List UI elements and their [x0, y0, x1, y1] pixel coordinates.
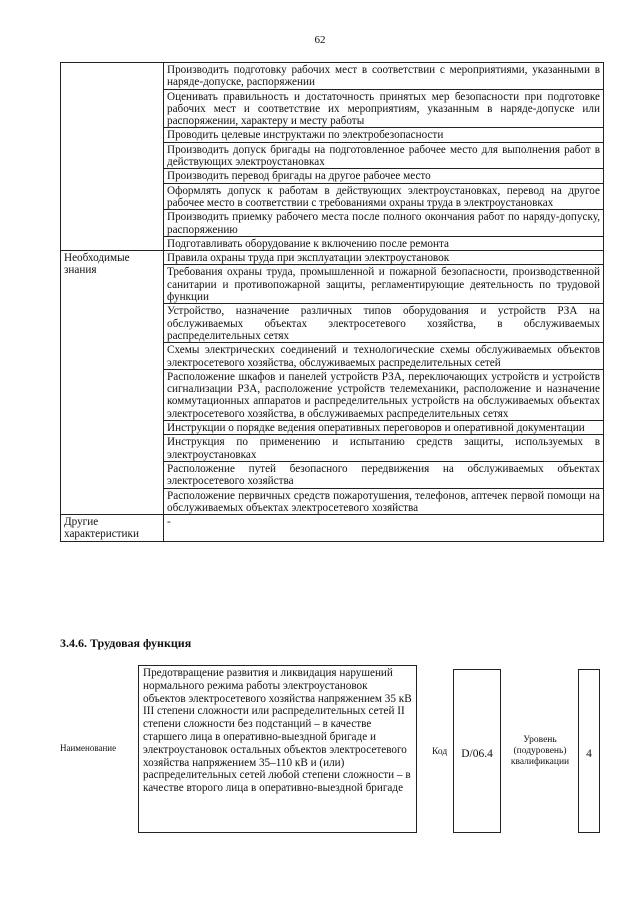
table-cell: Оформлять допуск к работам в действующих электроустановках, перевод на другое рабочее место в соответствии с требованиями охраны труда в электроустановках — [164, 183, 604, 210]
table-cell: Схемы электрических соединений и технологические схемы обслуживаемых объектов электросетевого хозяйства, обслуживаемых распределительных сетей — [164, 343, 604, 370]
qualification-level-value: 4 — [586, 748, 592, 760]
requirements-table — [60, 62, 604, 542]
table-cell: Расположение шкафов и панелей устройств РЗА, переключающих устройств и устройств сигнализации РЗА, расположение устройств телемеханики, расположение и назначение коммутационных аппаратов и распределительных устройств на обслуживаемых объектах электросетевого хозяйства, в обслуживаемых распределительных сетях — [164, 369, 604, 420]
table-cell: - — [164, 515, 604, 542]
table-cell: Проводить целевые инструктажи по электробезопасности — [164, 128, 604, 142]
function-name-box: Предотвращение развития и ликвидация нарушений нормального режима работы электроустановок объектов электросетевого хозяйства напряжением 35 кВ III степени сложности или распределительных сетей II степени сложности без подстанций – в качестве старшего лица в оперативно-выездной бригаде и электроустановок остальных объектов электросетевого хозяйства напряжением 35–110 кВ и (или) распределительных сетей любой степени сложности – в качестве второго лица в оперативно-выездной бригаде — [138, 665, 417, 833]
table-cell: Подготавливать оборудование к включению после ремонта — [164, 236, 604, 250]
labor-function-header — [60, 665, 610, 837]
qualification-level-label: Уровень (подуровень) квалификации — [510, 735, 570, 767]
table-cell: Требования охраны труда, промышленной и пожарной безопасности, производственной санитарии и противопожарной защиты, регламентирующие деятельность по трудовой функции — [164, 265, 604, 304]
table-cell: Производить перевод бригады на другое рабочее место — [164, 169, 604, 183]
qualification-level-box — [578, 669, 600, 833]
table-cell: Производить приемку рабочего места после полного окончания работ по наряду-допуску, распоряжению — [164, 210, 604, 237]
row-category-label: Необходимые знания — [61, 251, 164, 515]
table-cell: Производить допуск бригады на подготовленное рабочее место для выполнения работ в действующих электроустановках — [164, 142, 604, 169]
row-category-label: Другие характеристики — [61, 515, 164, 542]
name-label: Наименование — [60, 743, 117, 753]
table-cell: Инструкция по применению и испытанию средств защиты, используемых в электроустановках — [164, 435, 604, 462]
table-cell: Правила охраны труда при эксплуатации электроустановок — [164, 251, 604, 265]
code-value: D/06.4 — [461, 748, 493, 760]
page-number: 62 — [314, 34, 326, 46]
table-cell: Расположение путей безопасного передвижения на обслуживаемых объектах электросетевого хозяйства — [164, 461, 604, 488]
section-heading: 3.4.6. Трудовая функция — [60, 636, 192, 650]
code-label: Код — [432, 747, 448, 757]
table-cell: Оценивать правильность и достаточность принятых мер безопасности при подготовке рабочих мест и соответствие их мероприятиям, указанным в наряде-допуске или распоряжении, характеру и месту работы — [164, 89, 604, 128]
table-cell: Инструкции о порядке ведения оперативных переговоров и оперативной документации — [164, 421, 604, 435]
table-cell: Производить подготовку рабочих мест в соответствии с мероприятиями, указанными в наряде-допуске, распоряжении — [164, 63, 604, 90]
requirements-table-body — [61, 63, 604, 542]
row-category-label — [61, 63, 164, 251]
code-box — [453, 669, 501, 833]
table-row — [61, 251, 604, 265]
table-row — [61, 515, 604, 542]
table-cell: Устройство, назначение различных типов оборудования и устройств РЗА на обслуживаемых объектах электросетевого хозяйства, в обслуживаемых распределительных сетях — [164, 304, 604, 343]
table-row — [61, 63, 604, 90]
table-cell: Расположение первичных средств пожаротушения, телефонов, аптечек первой помощи на обслуживаемых объектах электросетевого хозяйства — [164, 488, 604, 515]
